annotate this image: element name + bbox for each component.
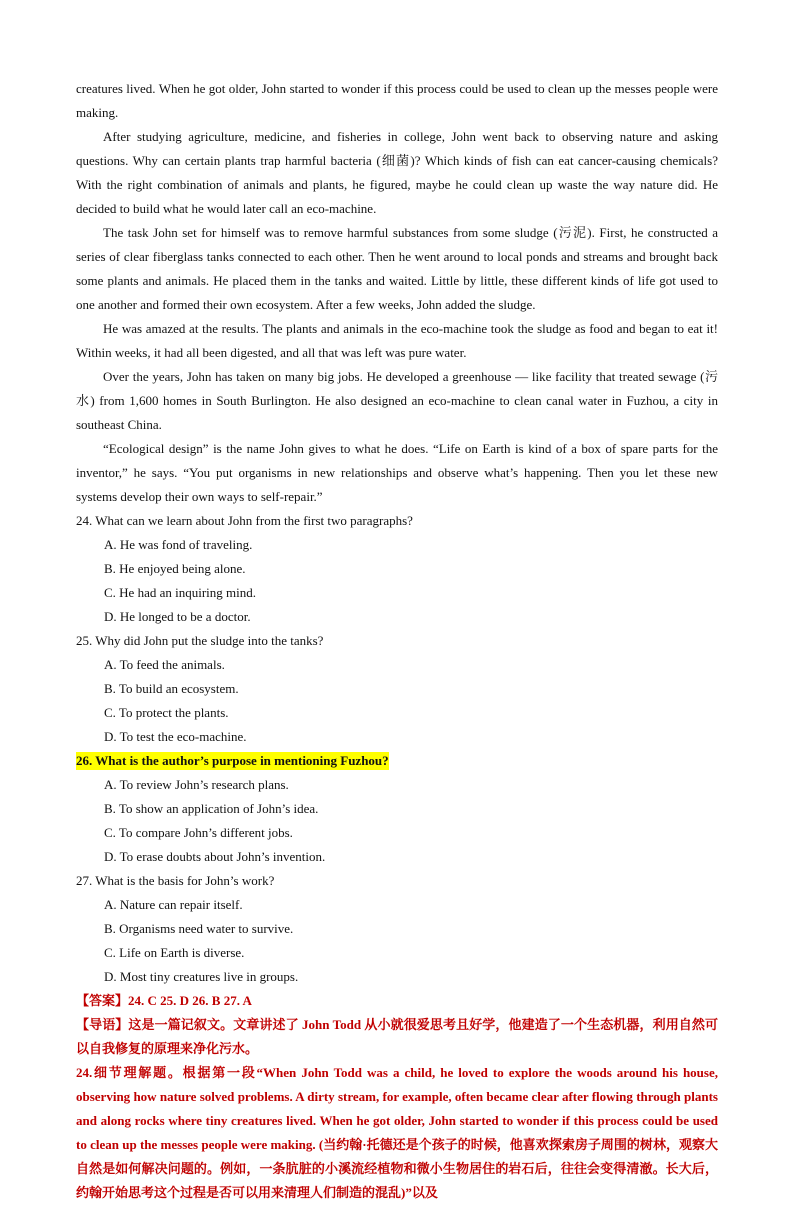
passage-paragraph-4: He was amazed at the results. The plants and animals in the eco-machine took the sludge as food and began to eat it! Within weeks, it had all been digested, and all that was left was pure water. [76, 321, 718, 360]
passage-paragraph-2: After studying agriculture, medicine, and fisheries in college, John went back to observing nature and asking questions. Why can certain plants trap harmful bacteria (细菌)? Which kinds of fish can eat cancer-causing chemicals? With the right combination of animals and plants, he figured, maybe he could clean up waste the way nature did. He decided to build what he would later call an eco-machine. [76, 129, 718, 216]
highlighted-question-stem: 26. What is the author’s purpose in mentioning Fuzhou? [76, 753, 389, 768]
question-options [76, 893, 718, 989]
option-a: A. To review John’s research plans. [104, 777, 289, 792]
option-c: C. He had an inquiring mind. [104, 585, 257, 600]
option-d: D. To erase doubts about John’s invention. [104, 849, 326, 864]
option-c: C. To protect the plants. [104, 705, 229, 720]
option-a: A. To feed the animals. [104, 657, 225, 672]
question-24 [76, 509, 718, 629]
passage-paragraph-1: creatures lived. When he got older, John started to wonder if this process could be used to clean up the messes people were making. [76, 81, 718, 120]
option-d: D. To test the eco-machine. [104, 729, 247, 744]
option-c: C. Life on Earth is diverse. [104, 945, 245, 960]
option-b: B. To build an ecosystem. [104, 681, 239, 696]
option-b: B. He enjoyed being alone. [104, 561, 246, 576]
question-26 [76, 749, 718, 869]
document-content [76, 77, 718, 1205]
question-stem: 25. Why did John put the sludge into the tanks? [76, 633, 324, 648]
answer-key: 【答案】24. C 25. D 26. B 27. A [76, 993, 252, 1008]
option-d: D. Most tiny creatures live in groups. [104, 969, 299, 984]
passage-paragraph-3: The task John set for himself was to remove harmful substances from some sludge (污泥). First, he constructed a series of clear fiberglass tanks connected to each other. Then he went around to local ponds and streams and brought back some plants and animals. He placed them in the tanks and waited. Little by little, these different kinds of life got used to one another and formed their own ecosystem. After a few weeks, John added the sludge. [76, 225, 718, 312]
question-options [76, 533, 718, 629]
option-b: B. To show an application of John’s idea. [104, 801, 319, 816]
question-25 [76, 629, 718, 749]
option-b: B. Organisms need water to survive. [104, 921, 294, 936]
question-stem: 24. What can we learn about John from the first two paragraphs? [76, 513, 413, 528]
question-stem: 27. What is the basis for John’s work? [76, 873, 275, 888]
analysis-text: 24.细节理解题。根据第一段“When John Todd was a child, he loved to explore the woods around his house, observing how nature solved problems. A dirty stream, for example, often became clear after flowing through plants and along rocks where tiny creatures lived. When he got older, John started to wonder if this process could be used to clean up the messes people were making. (当约翰·托德还是个孩子的时候，他喜欢探索房子周围的树林，观察大自然是如何解决问题的。例如，一条肮脏的小溪流经植物和微小生物居住的岩石后，往往会变得清澈。长大后，约翰开始思考这个过程是否可以用来清理人们制造的混乱)”以及 [76, 1065, 718, 1200]
passage-paragraph-5: Over the years, John has taken on many big jobs. He developed a greenhouse — like facility that treated sewage (污水) from 1,600 homes in South Burlington. He also designed an eco-machine to clean canal water in Fuzhou, a city in southeast China. [76, 369, 718, 432]
question-options [76, 653, 718, 749]
question-options [76, 773, 718, 869]
guide-text: 【导语】这是一篇记叙文。文章讲述了 John Todd 从小就很爱思考且好学，他建造了一个生态机器，利用自然可以自我修复的原理来净化污水。 [76, 1017, 718, 1056]
question-27 [76, 869, 718, 989]
option-d: D. He longed to be a doctor. [104, 609, 251, 624]
option-a: A. Nature can repair itself. [104, 897, 243, 912]
passage-paragraph-6: “Ecological design” is the name John gives to what he does. “Life on Earth is kind of a box of spare parts for the inventor,” he says. “You put organisms in new relationships and observe what’s happening. Then you let these new systems develop their own ways to self-repair.” [76, 441, 718, 504]
question-stem-row [76, 749, 718, 773]
option-c: C. To compare John’s different jobs. [104, 825, 293, 840]
option-a: A. He was fond of traveling. [104, 537, 253, 552]
